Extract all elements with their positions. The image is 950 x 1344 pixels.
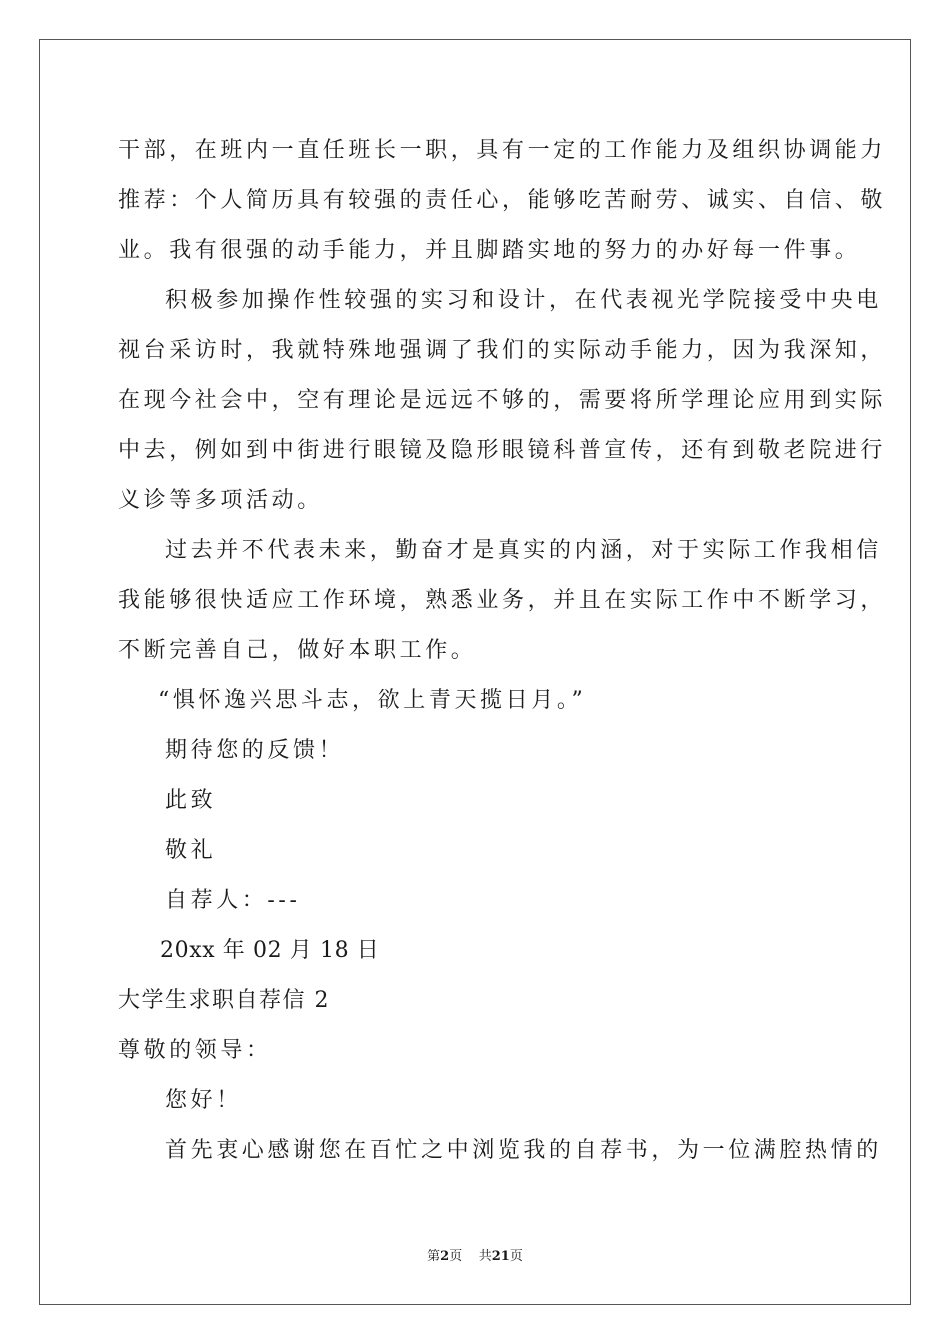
page-footer [0, 1248, 950, 1266]
date-line: 20xx 年 02 月 18 日 [160, 938, 380, 963]
closing-line: 期待您的反馈！ [165, 738, 345, 763]
text-line: 中去，例如到中街进行眼镜及隐形眼镜科普宣传，还有到敬老院进行 [118, 438, 887, 463]
text-line: 干部，在班内一直任班长一职，具有一定的工作能力及组织协调能力 [118, 138, 887, 163]
salutation-line: 敬礼 [165, 838, 217, 863]
text-line: 在现今社会中，空有理论是远远不够的，需要将所学理论应用到实际 [118, 388, 887, 413]
salutation-line: 此致 [165, 788, 217, 813]
text-line: 过去并不代表未来，勤奋才是真实的内涵，对于实际工作我相信 [165, 538, 882, 563]
text-line: 业。我有很强的动手能力，并且脚踏实地的努力的办好每一件事。 [118, 238, 861, 263]
page-label-pre: 第 [427, 1249, 441, 1264]
text-line: 不断完善自己，做好本职工作。 [118, 638, 477, 663]
total-label-pre: 共 [478, 1249, 492, 1264]
quote-line: “惧怀逸兴思斗志，欲上青天揽日月。” [158, 688, 587, 713]
page-total: 21 [491, 1249, 510, 1264]
total-label-post: 页 [509, 1249, 523, 1264]
greeting-line: 尊敬的领导： [118, 1038, 272, 1063]
page-current: 2 [440, 1249, 450, 1264]
text-line: 首先衷心感谢您在百忙之中浏览我的自荐书，为一位满腔热情的 [165, 1138, 882, 1163]
greeting-line: 您好！ [165, 1088, 242, 1113]
text-line: 推荐：个人简历具有较强的责任心，能够吃苦耐劳、诚实、自信、敬 [118, 188, 887, 213]
text-line: 我能够很快适应工作环境，熟悉业务，并且在实际工作中不断学习， [118, 588, 887, 613]
signature-line: 自荐人：--- [165, 888, 301, 913]
section-title: 大学生求职自荐信 2 [118, 988, 330, 1013]
page-label-post: 页 [449, 1249, 463, 1264]
text-line: 视台采访时，我就特殊地强调了我们的实际动手能力，因为我深知， [118, 338, 887, 363]
text-line: 积极参加操作性较强的实习和设计，在代表视光学院接受中央电 [165, 288, 882, 313]
text-line: 义诊等多项活动。 [118, 488, 323, 513]
